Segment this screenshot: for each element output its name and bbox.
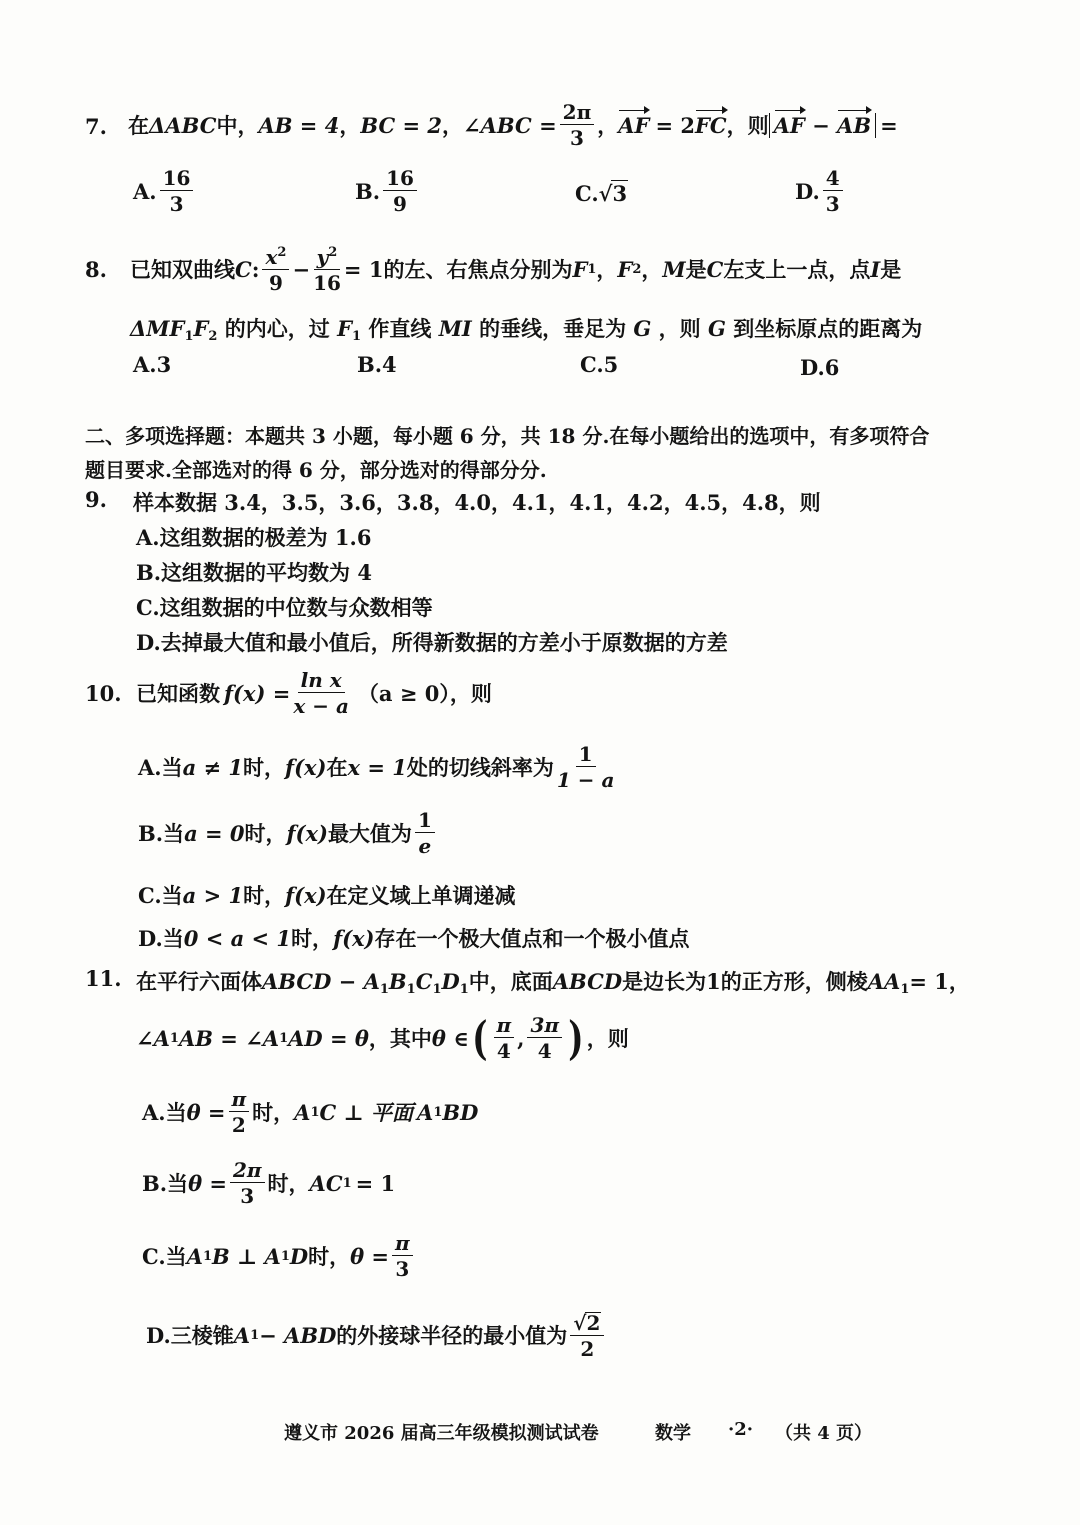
q11-option-c: C.当 A 1 B ⊥ A 1 D 时， θ = $\frac{\pi}{3}$ — [142, 1228, 416, 1284]
q9-stem: 样本数据 3.4，3.5，3.6，3.8，4.0，4.1，4.1，4.2，4.5，4.8，则 — [133, 490, 821, 515]
q11-option-d: D.三棱锥 A 1 − ABD 的外接球半径的最小值为 $\frac{√2}{2}$ — [146, 1305, 607, 1365]
q9-option-c: C.这组数据的中位数与众数相等 — [136, 595, 433, 620]
q8-stem-line1: 已知双曲线 C : $\frac{x^2}{9}$ − $\frac{y^2}{16}$ = 1的左、右焦点分别为 F 1 ， F 2 ， M 是 C 左支上一点，点 I 是 — [130, 244, 902, 295]
q11-stem-line2: ∠A 1 AB = ∠A 1 AD = θ ，其中 θ ∈ ( $\frac{\pi}{4}$ , $\frac{3\pi}{4}$ ) ，则 — [136, 1011, 629, 1065]
q10-option-c: C.当a > 1时，f(x)在定义域上单调递减 — [138, 883, 516, 908]
q8-option-a: A.3 — [133, 352, 172, 377]
q7-triangle: ΔABC — [149, 112, 217, 138]
q7-magnitude: AF − AB — [769, 113, 876, 138]
footer-page-number: ·2· — [728, 1419, 754, 1440]
q8-stem-line2: $\Delta MF_1F_2$ 的内心，过 $F_1$ 作直线 MI 的垂线，垂足为 G ，则 G 到坐标原点的距离为 — [130, 316, 923, 344]
q10-stem: 已知函数 f(x) = $\frac{\text{ln x}}{x - a}$ （a ≥ 0），则 — [136, 668, 492, 718]
q9-option-d: D.去掉最大值和最小值后，所得新数据的方差小于原数据的方差 — [136, 630, 728, 655]
q10-option-a: A.当 a ≠ 1 时， f(x) 在 x = 1 处的切线斜率为 $\frac{1}{1 - a}$ — [138, 742, 615, 792]
q9-option-b: B.这组数据的平均数为 4 — [136, 560, 372, 585]
q10-option-b: B.当 a = 0 时， f(x) 最大值为 $\frac{1}{e}$ — [138, 806, 438, 860]
q7-option-b: B. $\frac{16}{9}$ — [355, 168, 420, 214]
q7-stem: 在 ΔABC 中， AB = 4 ， BC = 2 ， ∠ABC = $\frac{2\pi}{3}$ ， AF = 2 FC ，则 AF − AB = — [128, 100, 898, 150]
q7-cond-bc: BC = 2 — [360, 112, 443, 138]
q7-pre: 在 — [128, 113, 149, 138]
q11-stem-line1: 在平行六面体ABCD − $A_1B_1C_1D_1$中，底面ABCD是边长为1的正方形，侧棱$AA_1= 1$， — [136, 969, 970, 997]
footer-total-pages: （共 4 页） — [775, 1423, 873, 1444]
q11-option-b: B.当 θ = $\frac{2\pi}{3}$ 时， AC 1 = 1 — [142, 1158, 396, 1208]
q7-option-d: D. $\frac{4}{3}$ — [795, 168, 846, 214]
q8-option-b: B.4 — [357, 352, 397, 377]
q9-number: 9. — [85, 487, 107, 512]
q9-option-a: A.这组数据的极差为 1.6 — [136, 525, 372, 550]
footer-exam-title: 遵义市 2026 届高三年级模拟测试试卷 — [284, 1423, 599, 1444]
section2-instruction: 题目要求.全部选对的得 6 分，部分选对的得部分分. — [85, 458, 547, 482]
q7-option-a: A. $\frac{16}{3}$ — [133, 168, 196, 214]
q8-number: 8. — [85, 257, 107, 282]
q7-option-c: C.√3 — [575, 181, 628, 206]
footer-subject: 数学 — [655, 1423, 691, 1444]
q7-angle: ∠ABC = — [463, 112, 557, 138]
q7-vector-af: AF — [618, 112, 650, 138]
q8-option-d: D.6 — [800, 355, 840, 380]
section2-heading: 二、多项选择题：本题共 3 小题，每小题 6 分，共 18 分.在每小题给出的选项中，有多项符合 — [85, 424, 930, 448]
q11-number: 11. — [85, 966, 122, 991]
q10-number: 10. — [85, 681, 122, 706]
q7-cond-ab: AB = 4 — [258, 112, 340, 138]
q8-option-c: C.5 — [580, 352, 619, 377]
q7-vector-fc: FC — [694, 112, 727, 138]
q10-option-d: D.当0 < a < 1时，f(x)存在一个极大值点和一个极小值点 — [138, 926, 690, 951]
q7-number: 7. — [85, 114, 107, 139]
q11-option-a: A.当 θ = $\frac{\pi}{2}$ 时， A 1 C ⊥ 平面 A 1 BD — [142, 1087, 479, 1137]
